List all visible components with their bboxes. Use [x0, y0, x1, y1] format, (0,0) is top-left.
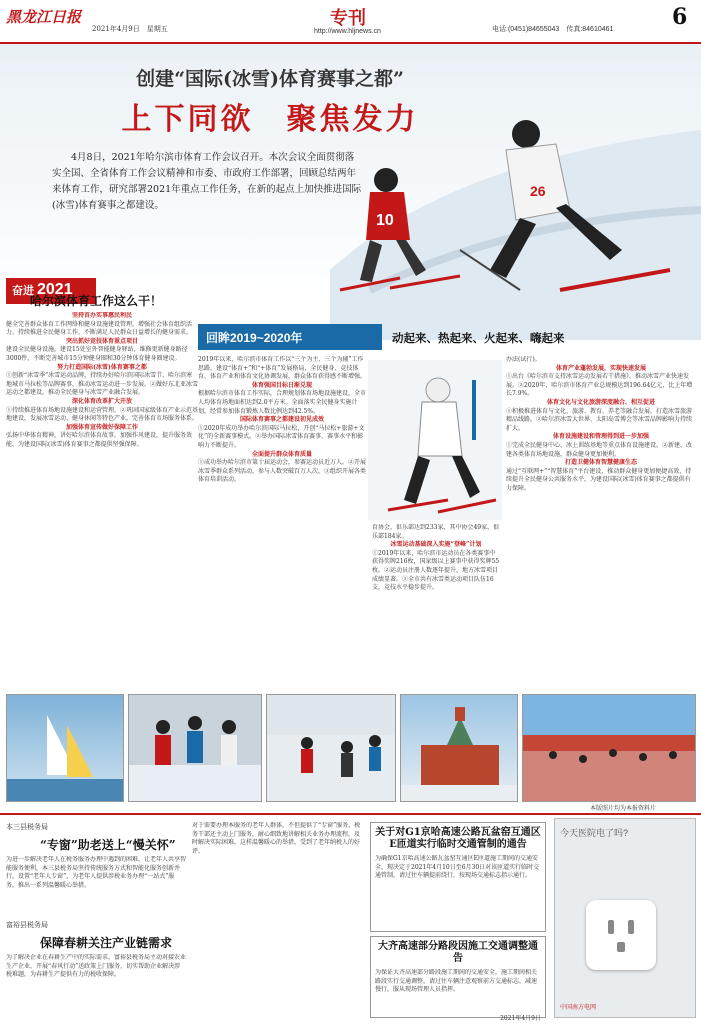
news2-text: 为了解决企业在春耕生产中的实际需求，富裕县税务局主动对接农业生产企业，开展“春风行动”送政策上门服务，切实帮助企业解决涉税难题，为春耕生产提供有力的税收保障。	[6, 954, 186, 979]
col4-paragraph: 办法(试行)。	[506, 356, 541, 363]
ad-sponsor: 中国南方电网	[560, 1005, 597, 1011]
notice-date: 2021年4月9日	[500, 1015, 541, 1022]
skating-race-photo	[128, 694, 262, 802]
newspaper-logo: 黑龙江日报	[6, 8, 82, 26]
news2-tag: 富裕县税务局	[6, 921, 48, 929]
runners-icon	[267, 695, 396, 802]
column2-text	[198, 356, 366, 688]
col2-paragraph: ①成功举办哈尔滨市第十届运动会，参赛运动员近万人。②开展冰雪季群众系列活动，参与人数突破百万人次。③组织开展各类体育培训活动。	[198, 459, 366, 484]
issue-date: 2021年4月9日 星期五	[92, 25, 168, 33]
sailing-photo	[6, 694, 124, 802]
power-outlet-icon	[586, 900, 656, 970]
contact-phone: 电话:(0451)84655043 传真:84610461	[492, 26, 614, 33]
skiers-photo	[330, 100, 701, 340]
notice-box-1	[370, 822, 546, 932]
crowd-icon	[523, 695, 696, 802]
section-title: 专刊	[330, 8, 366, 29]
marathon-crowd-photo	[522, 694, 696, 802]
col1-paragraph: ①持续推进体育场地设施建设和运营管理。②巩固国家级体育产业示范基地建设，发展冰雪运动、健身休闲等特色产业，完善体育市场服务体系。	[6, 406, 198, 423]
col1-subhead: 加强体育宣传做好保障工作	[65, 423, 138, 431]
feature-headline: 上下同欲 聚焦发力	[121, 102, 419, 137]
col1-subhead: 深化体育改革扩大开放	[71, 397, 132, 405]
col2-subhead: 国际体育赛事之都建设初见成效	[239, 416, 324, 424]
news2-title: 保障春耕关注产业链需求	[40, 936, 173, 950]
col4-paragraph: ①积极推进体育与文化、旅游、教育、养老等融合发展，打造冰雪旅游精品线路。②哈尔滨冰雪大世界、太阳岛雪博会等冰雪品牌影响力持续扩大。	[506, 407, 693, 432]
col3-paragraph: ①2019年以来，哈尔滨市运动员在各类赛事中获得奖牌216枚，国家级以上赛事中获得奖牌55枚。②运动员注册人数逐年提升，地方冰雪项目成绩显著。③全市共有冰雪类运动项目队伍16支，竞技水平稳步提升。	[372, 549, 500, 592]
col2-subhead: 体育强国目标日渐兑现	[251, 381, 312, 389]
col4-subhead: 体育产业蓬勃发展，实现快速发展	[555, 364, 646, 372]
col4-paragraph: ①完成全民健身中心、冰上训练基地等重点体育设施建设。②新建、改建各类体育场地设施，群众健身更加便利。	[506, 441, 693, 458]
col1-paragraph: 健全完善群众体育工作网络和健身设施建设管理，增强社会体育组织活力。持续推进全民健身工作，不断满足人民群众日益增长的健身需求。	[6, 320, 193, 337]
col4-paragraph: 通过“互联网+”“智慧体育”平台建设，推动群众健身更加便捷高效，持续提升全民健身公共服务水平，为建设国际(冰雪)体育赛事之都提供有力保障。	[506, 467, 692, 492]
column3-text	[372, 524, 500, 688]
news1-title: “专窗”助老送上“慢关怀”	[40, 838, 176, 852]
ad-title: 今天医院电了吗?	[560, 828, 629, 838]
notice1-title: 关于对G1京哈高速公路瓦盆窑互通区E匝道实行临时交通管制的通告	[375, 827, 541, 850]
col2-paragraph: 根据哈尔滨市体育工作实际，合理规划体育场地设施建设，全市人均体育场地面积达到2.0平方米。全面落实全民健身实施计划，经常参加体育锻炼人数比例达到42.5%。	[198, 390, 366, 415]
col3-paragraph: 育协会，俱乐部达到233家，其中协会49家，俱乐部184家。	[372, 524, 500, 540]
col1-paragraph: ①创新“冰雪季”冰雪运动品牌，持续办好哈尔滨国际冰雪节、哈尔滨寒地城市马拉松等品牌赛事，推动冰雪运动进一步发展。②做好东北亚冰雪运动之都建设，推动全民健身与冰雪产业融合发展。	[6, 372, 198, 397]
col3-subhead: 冰雪运动基础深入实施“登峰”计划	[390, 541, 482, 549]
review-slogan: 动起来、热起来、火起来、嗨起来	[392, 331, 565, 345]
news-continued-text: 对于需要办理本服务的老年人群体，不但提供了“专窗”服务，税务干部还主动上门服务，耐心细致地讲解相关业务办理流程，及时解决实际困难。这样温馨暖心的举措，受到了老年纳税人的好评。	[192, 822, 361, 855]
sailboat-icon	[7, 695, 124, 802]
col2-paragraph: ①2020年成功举办哈尔滨国际马拉松，开创“马拉松+旅游+文化”的全新赛事模式。②举办国际冰雪体育赛事，赛事水平和影响力不断提升。	[198, 424, 365, 449]
col1-subhead: 突出抓好竞技体育重点项目	[65, 337, 138, 345]
notice2-title: 大齐高速部分路段因施工交通调整通告	[378, 941, 538, 964]
skaters-icon	[129, 695, 262, 802]
col1-subhead: 坚持首办实事惠民利民	[71, 312, 132, 319]
badge-prefix: 奋进	[12, 285, 34, 297]
church-photo	[400, 694, 518, 802]
svg-text:26: 26	[530, 183, 546, 199]
col4-subhead: 体育设施建设和管理得到进一步加强	[552, 433, 649, 441]
notice1-text: 为确保G1京哈高速公路瓦盆窑互通区E匝道施工期间的交通安全，现决定于2021年4月10日至6月30日对该匝道实行临时交通管制，请过往车辆提前绕行，按现场交通标志指示通行。	[375, 855, 540, 880]
col4-subhead: 体育文化与文化旅游深度融合、相互促进	[546, 398, 655, 406]
news1-text: 为进一步解决老年人在税务服务办理中遇到的困难，让老年人共享智能服务便利，本三县税务局坚持传统服务方式和智能化服务创新并行，设置“老年人专窗”，为老年人提供涉税业务办理“一站式”服务，推出一系列温馨暖心举措。	[6, 856, 186, 889]
church-icon	[401, 695, 518, 802]
column4-text	[506, 356, 696, 688]
section-divider	[0, 813, 701, 815]
feature-subtitle: 创建“国际(冰雪)体育赛事之都”	[136, 68, 404, 90]
col1-paragraph: 弘扬中华体育精神，讲好哈尔滨体育故事，加强作风建设，提升服务效能，为建设国际(冰雪)体育赛事之都提供坚强保障。	[6, 432, 193, 448]
svg-text:10: 10	[376, 212, 394, 229]
col2-subhead: 全面提升群众体育质量	[251, 450, 312, 458]
col1-subhead: 努力打造国际(冰雪)体育赛事之都	[57, 363, 147, 371]
col2-paragraph: 2019年以来，哈尔滨市体育工作以“三个为主、三个为辅”工作思路，建设“体育+”和“+体育”发展格局，全民健身、竞技体育、体育产业和体育文化协调发展，群众体育获得感不断增强。	[198, 356, 366, 381]
news1-tag: 本三县税务局	[6, 823, 48, 831]
badge-year-number: 2021	[37, 281, 73, 298]
col4-paragraph: ①出台《哈尔滨市支持冰雪运动发展若干措施》，推动冰雪产业快速发展。②2020年，哈尔滨市体育产业总规模达到196.64亿元，比上年增长7.9%。	[506, 373, 693, 398]
feature-lead: 4月8日，2021年哈尔滨市体育工作会议召开。本次会议全面贯彻落实全国、全省体育工作会议精神和市委、市政府工作部署，回顾总结两年来体育工作，研究部署2021年重点工作任务，在新的起点上加快推进国际(冰雪)体育赛事之都建设。	[52, 152, 362, 211]
notice-box-2	[370, 936, 546, 1022]
col4-subhead: 打造卫健体育智慧健康生态	[564, 459, 637, 467]
column1-text	[6, 312, 198, 688]
notice2-text: 为保证大齐高速部分路段施工期间的交通安全，施工期间相关路段实行交通调整，请过往车辆注意观察前方交通标志，减速慢行，服从现场管理人员指挥。	[375, 969, 538, 994]
website-link[interactable]: http://www.hljnews.cn	[314, 28, 381, 35]
column1-title: 哈尔滨体育工作这么干！	[30, 294, 163, 308]
slalom-skier-photo	[368, 360, 502, 520]
col1-paragraph: 建设全民健身设施，建设15处室外智能健身驿站，维修更新健身路径3000件，不断完善城市15分钟健身圈和30分钟体育健身圈建设。	[6, 346, 188, 362]
page-number: 6	[672, 4, 688, 30]
review-banner: 回眸2019~2020年	[198, 324, 382, 350]
ice-race-photo	[266, 694, 396, 802]
photo-credit: 本版照片均为本报资料片	[590, 805, 657, 812]
